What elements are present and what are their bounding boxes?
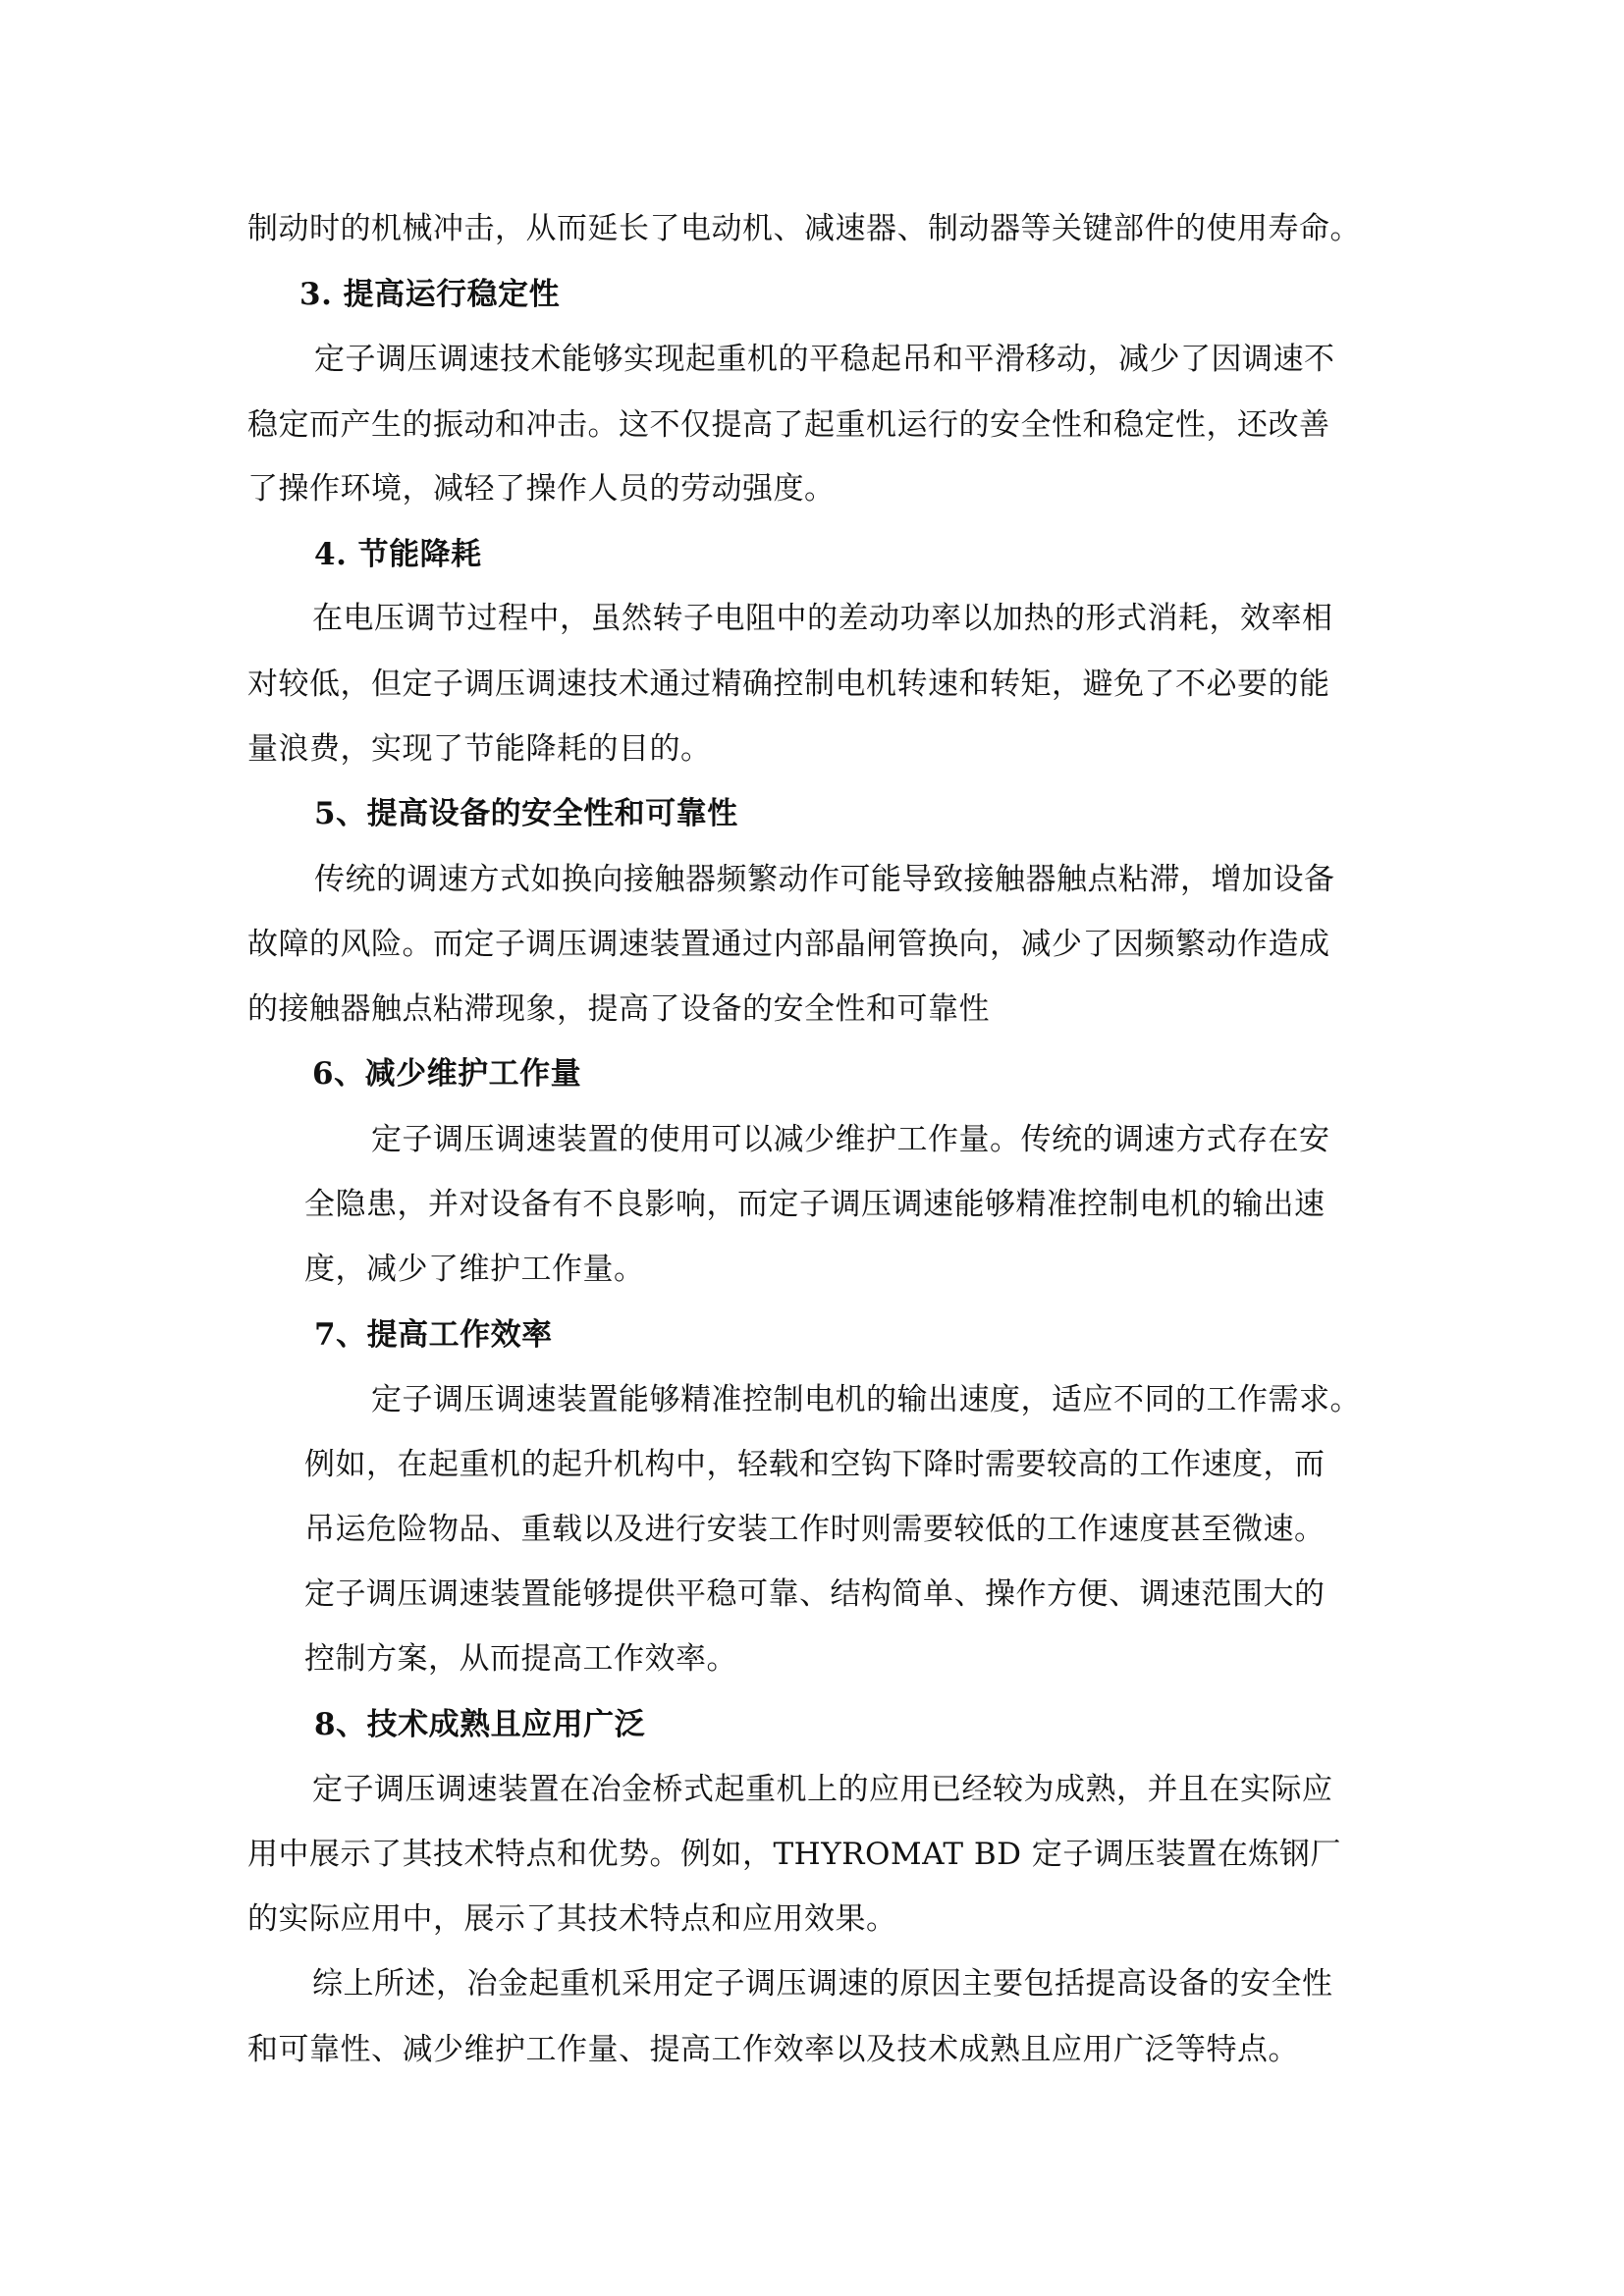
section-heading: 5、提高设备的安全性和可靠性 <box>314 796 738 831</box>
section-heading: 4. 节能降耗 <box>314 537 482 572</box>
section-heading: 8、技术成熟且应用广泛 <box>314 1707 646 1742</box>
body-line: 了操作环境，减轻了操作人员的劳动强度。 <box>247 471 836 507</box>
body-line: 对较低，但定子调压调速技术通过精确控制电机转速和转矩，避免了不必要的能 <box>247 667 1330 702</box>
body-line: 用中展示了其技术特点和优势。例如，THYROMAT BD 定子调压装置在炼钢厂 <box>247 1837 1341 1872</box>
body-line: 全隐患，并对设备有不良影响，而定子调压调速能够精准控制电机的输出速 <box>304 1187 1326 1222</box>
body-line: 故障的风险。而定子调压调速装置通过内部晶闸管换向，减少了因频繁动作造成 <box>247 927 1330 962</box>
body-line: 的接触器触点粘滞现象，提高了设备的安全性和可靠性 <box>247 991 990 1027</box>
body-line: 的实际应用中，展示了其技术特点和应用效果。 <box>247 1901 897 1937</box>
body-line: 定子调压调速装置的使用可以减少维护工作量。传统的调速方式存在安 <box>371 1122 1330 1157</box>
body-line: 综上所述，冶金起重机采用定子调压调速的原因主要包括提高设备的安全性 <box>312 1966 1333 2002</box>
body-line: 和可靠性、减少维护工作量、提高工作效率以及技术成熟且应用广泛等特点。 <box>247 2032 1299 2067</box>
body-line: 控制方案，从而提高工作效率。 <box>304 1641 737 1677</box>
section-heading: 7、提高工作效率 <box>314 1317 553 1353</box>
body-line: 例如，在起重机的起升机构中，轻载和空钩下降时需要较高的工作速度，而 <box>304 1447 1326 1482</box>
body-line: 稳定而产生的振动和冲击。这不仅提高了起重机运行的安全性和稳定性，还改善 <box>247 407 1330 443</box>
section-heading: 3. 提高运行稳定性 <box>299 277 561 312</box>
body-line: 度，减少了维护工作量。 <box>304 1252 645 1287</box>
body-line: 定子调压调速技术能够实现起重机的平稳起吊和平滑移动，减少了因调速不 <box>314 342 1335 377</box>
body-line: 吊运危险物品、重载以及进行安装工作时则需要较低的工作速度甚至微速。 <box>304 1512 1326 1547</box>
body-line: 传统的调速方式如换向接触器频繁动作可能导致接触器触点粘滞，增加设备 <box>314 862 1335 897</box>
body-line: 定子调压调速装置能够提供平稳可靠、结构简单、操作方便、调速范围大的 <box>304 1576 1326 1612</box>
body-line: 量浪费，实现了节能降耗的目的。 <box>247 731 712 767</box>
body-line: 定子调压调速装置能够精准控制电机的输出速度，适应不同的工作需求。 <box>371 1382 1361 1417</box>
body-line: 定子调压调速装置在冶金桥式起重机上的应用已经较为成熟，并且在实际应 <box>312 1772 1333 1807</box>
body-line: 在电压调节过程中，虽然转子电阻中的差动功率以加热的形式消耗，效率相 <box>312 601 1333 636</box>
section-heading: 6、减少维护工作量 <box>312 1056 582 1092</box>
body-line: 制动时的机械冲击，从而延长了电动机、减速器、制动器等关键部件的使用寿命。 <box>247 211 1361 246</box>
